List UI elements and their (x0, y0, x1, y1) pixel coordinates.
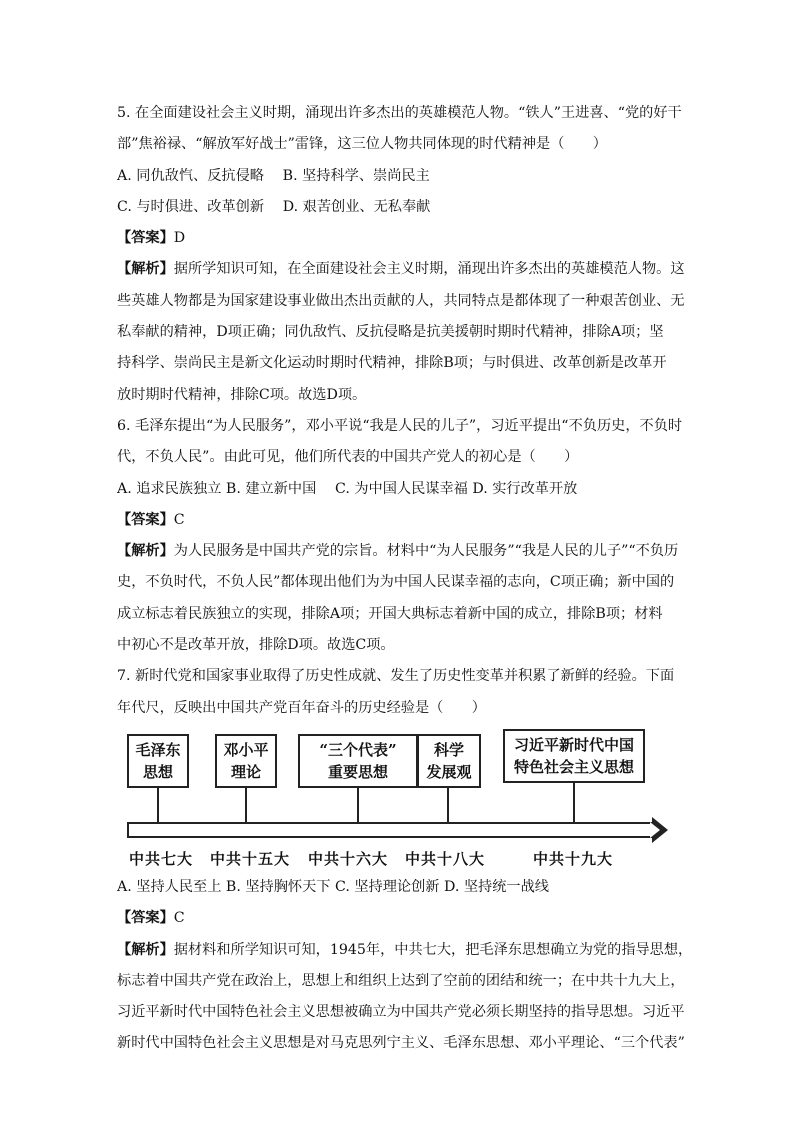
answer-line (117, 505, 677, 536)
question-stem-line: 代，不负人民”。由此可见，他们所代表的中国共产党人的初心是（ ） (117, 449, 579, 466)
question-stem-line: 部”焦裕禄、“解放军好战士”雷锋，这三位人物共同体现的时代精神是（ ） (117, 136, 607, 153)
timeline-box-line: 重要思想 (327, 762, 388, 781)
question-stem-line: 7. 新时代党和国家事业取得了历史性成就、发生了历史性变革并积累了新鲜的经验。下面 (117, 668, 675, 685)
timeline-box-line: 特色社会主义思想 (513, 757, 634, 776)
question-stem-line: 5. 在全面建设社会主义时期，涌现出许多杰出的英雄模范人物。“铁人”王进喜、“党的好干 (117, 105, 682, 121)
option-line: A. 同仇敌忾、反抗侵略 B. 坚持科学、崇尚民主 (117, 167, 430, 184)
timeline-figure (117, 729, 677, 867)
question-stem-line: 年代尺，反映出中国共产党百年奋斗的历史经验是（ ） (117, 699, 486, 716)
timeline-box-xi-thought (503, 729, 645, 783)
analysis-line: 习近平新时代中国特色社会主义思想被确立为中国共产党必须长期坚持的指导思想。习近平 (117, 1004, 685, 1021)
timeline-connector (245, 788, 247, 824)
question-5 (117, 98, 685, 411)
answer-tag: 【答案】 (117, 910, 174, 927)
analysis-tag: 【解析】 (117, 543, 174, 560)
answer-value: D (173, 230, 186, 247)
timeline-box-line: 毛泽东 (135, 740, 181, 759)
answer-value: C (173, 910, 185, 927)
question-7 (117, 661, 693, 1059)
timeline-box-line: 理论 (230, 762, 261, 781)
question-6 (117, 411, 683, 661)
timeline-connector (573, 783, 575, 824)
analysis-tag: 【解析】 (117, 261, 174, 278)
timeline-box-mao (127, 734, 189, 788)
timeline-label: 中共十六大 (308, 849, 389, 868)
analysis-text: 为人民服务是中国共产党的宗旨。材料中“为人民服务”“我是人民的儿子”“不负历 (173, 543, 679, 560)
answer-line (117, 903, 677, 934)
timeline-connector (357, 788, 359, 824)
timeline-label: 中共十九大 (533, 849, 614, 868)
timeline-box-line: 科学 (433, 740, 464, 759)
timeline-box-deng (215, 734, 277, 788)
timeline-box-line: 习近平新时代中国 (513, 735, 634, 754)
option-line: A. 坚持人民至上 B. 坚持胸怀天下 C. 坚持理论创新 D. 坚持统一战线 (117, 878, 549, 895)
timeline-label: 中共十五大 (210, 849, 291, 868)
analysis-line (117, 935, 693, 966)
document-page (117, 98, 693, 1060)
timeline-box-scientific-outlook (417, 734, 481, 788)
analysis-line: 成立标志着民族独立的实现，排除A项；开国大典标志着新中国的成立，排除B项；材料 (117, 605, 663, 622)
timeline-axis (127, 822, 652, 838)
timeline-connector (447, 788, 449, 824)
timeline-arrow-head-inner (650, 822, 660, 838)
analysis-line: 史，不负时代，不负人民”都体现出他们为为中国人民谋幸福的志向，C项正确；新中国的 (117, 574, 675, 591)
analysis-line: 标志着中国共产党在政治上，思想上和组织上达到了空前的团结和统一；在中共十九大上， (117, 972, 685, 989)
analysis-line: 些英雄人物都是为国家建设事业做出杰出贡献的人，共同特点是都体现了一种艰苦创业、无 (117, 292, 685, 309)
timeline-label: 中共七大 (129, 849, 194, 868)
timeline-box-line: 思想 (142, 762, 173, 781)
analysis-line: 新时代中国特色社会主义思想是对马克思列宁主义、毛泽东思想、邓小平理论、“三个代表” (117, 1035, 685, 1052)
analysis-text: 据材料和所学知识可知，1945年，中共七大，把毛泽东思想确立为党的指导思想， (173, 941, 693, 958)
analysis-line: 中初心不是改革开放，排除D项。故选C项。 (117, 637, 395, 654)
analysis-line: 私奉献的精神，D项正确；同仇敌忾、反抗侵略是抗美援朝时期时代精神，排除A项；坚 (117, 324, 664, 341)
answer-tag: 【答案】 (117, 511, 174, 528)
timeline-label: 中共十八大 (405, 849, 486, 868)
timeline-box-line: 发展观 (426, 762, 472, 781)
analysis-tag: 【解析】 (117, 941, 174, 958)
analysis-line: 放时期时代精神，排除C项。故选D项。 (117, 386, 367, 403)
timeline-box-three-represents (298, 734, 418, 788)
option-line: A. 追求民族独立 B. 建立新中国 C. 为中国人民谋幸福 D. 实行改革开放 (117, 480, 578, 497)
answer-value: C (173, 511, 185, 528)
analysis-text: 据所学知识可知，在全面建设社会主义时期，涌现出许多杰出的英雄模范人物。这 (173, 261, 685, 278)
timeline-connector (157, 788, 159, 824)
analysis-line (117, 254, 685, 285)
timeline-box-line: “三个代表” (319, 740, 397, 759)
timeline-box-line: 邓小平 (223, 740, 269, 759)
analysis-line: 持科学、崇尚民主是新文化运动时期时代精神，排除B项；与时俱进、改革创新是改革开 (117, 355, 667, 372)
answer-tag: 【答案】 (117, 230, 174, 247)
answer-line (117, 223, 677, 254)
question-stem-line: 6. 毛泽东提出“为人民服务”，邓小平说“我是人民的儿子”，习近平提出“不负历史，不负时 (117, 417, 683, 434)
option-line: C. 与时俱进、改革创新 D. 艰苦创业、无私奉献 (117, 198, 431, 215)
analysis-line (117, 536, 677, 567)
